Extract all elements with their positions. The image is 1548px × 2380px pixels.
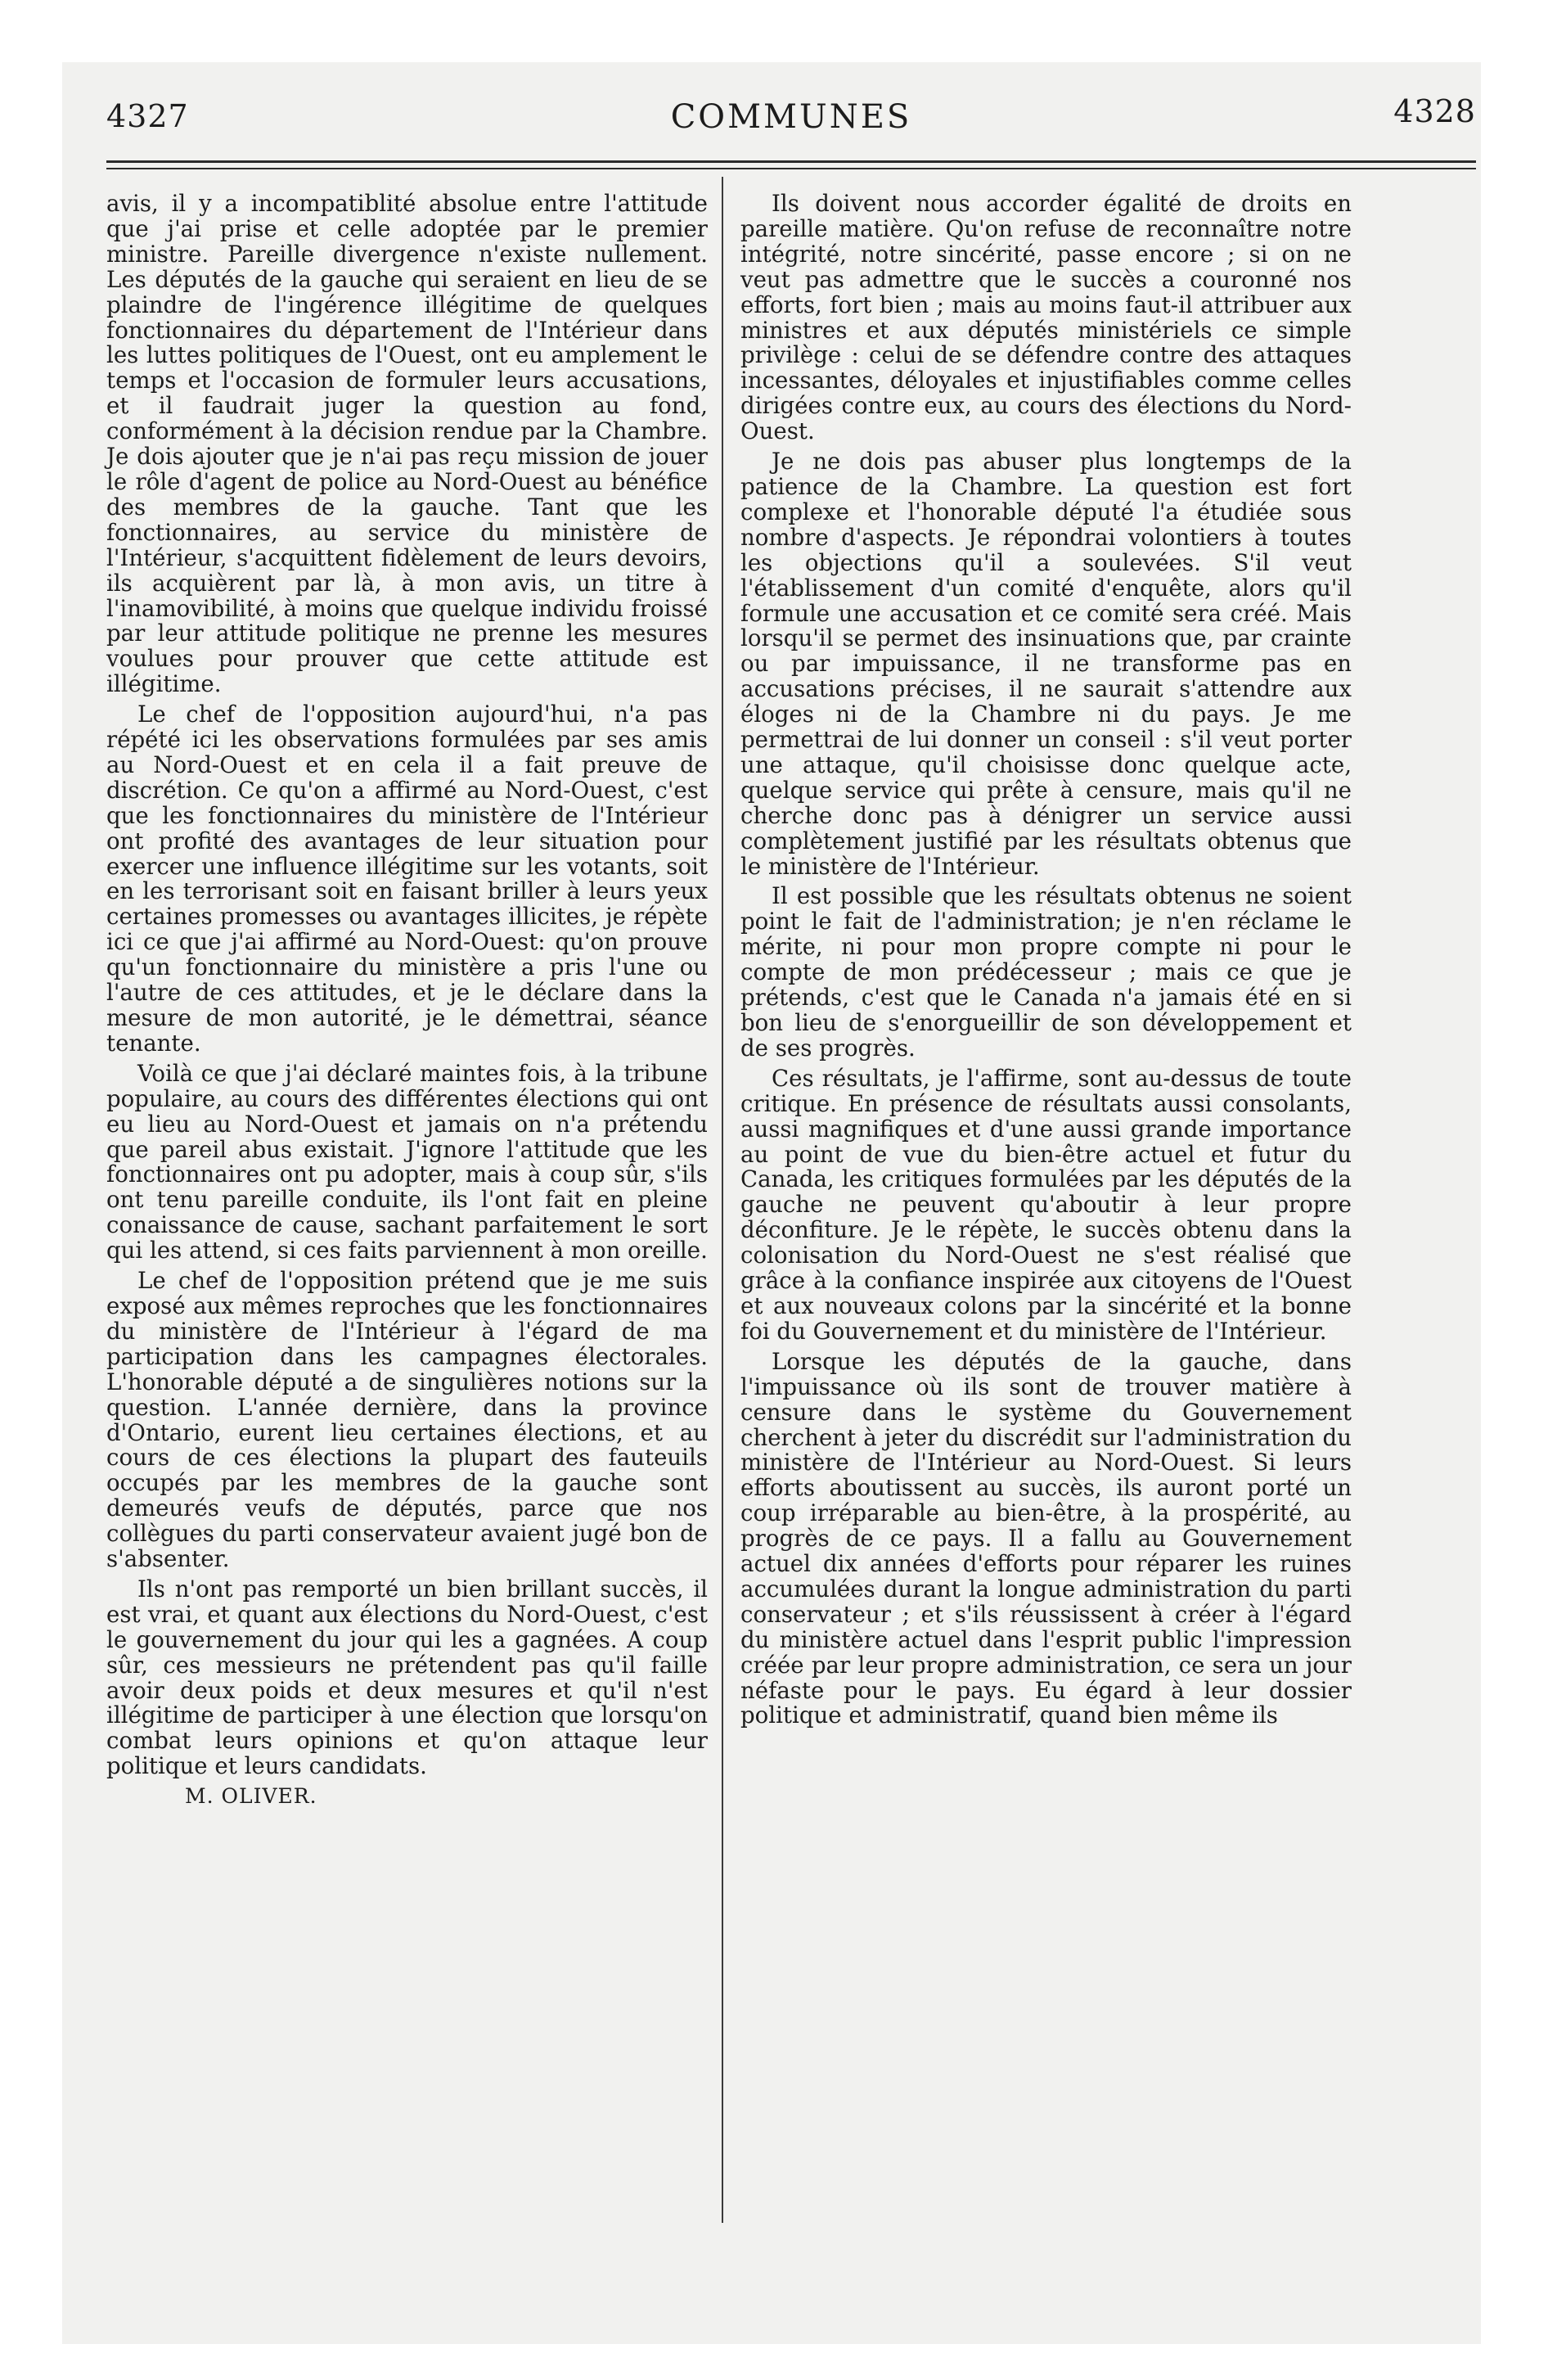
- paragraph: Le chef de l'opposition aujourd'hui, n'a pas répété ici les observations formulées par ses amis au Nord-Ouest et en cela il a fait preuve de discrétion. Ce qu'on a affirmé au Nord-Ouest, c'est que les fonctionnaires du ministère de l'Intérieur ont profité des avantages de leur situation pour exercer une influence illégitime sur les votants, soit en les terrorisant soit en faisant briller à leurs yeux certaines promesses ou avantages illicites, je répète ici ce que j'ai affirmé au Nord-Ouest: qu'on prouve qu'un fonctionnaire du ministère a pris l'une ou l'autre de ces attitudes, et je le déclare dans la mesure de mon autorité, je le démettrai, séance tenante.: [106, 701, 708, 1057]
- paragraph: avis, il y a incompatiblité absolue entre l'attitude que j'ai prise et celle adoptée par le premier ministre. Pareille divergence n'existe nullement. Les députés de la gauche qui seraient en lieu de se plaindre de l'ingérence illégitime de quelques fonctionnaires du département de l'Intérieur dans les luttes politiques de l'Ouest, ont eu amplement le temps et l'occasion de formuler leurs accusations, et il faudrait juger la question au fond, conformément à la décision rendue par la Chambre. Je dois ajouter que je n'ai pas reçu mission de jouer le rôle d'agent de police au Nord-Ouest au bénéfice des membres de la gauche. Tant que les fonctionnaires, au service du ministère de l'Intérieur, s'acquittent fidèlement de leurs devoirs, ils acquièrent par là, à mon avis, un titre à l'inamovibilité, à moins que quelque individu froissé par leur attitude politique ne prenne les mesures voulues pour prouver que cette attitude est illégitime.: [106, 190, 708, 698]
- page-number-left: 4327: [106, 98, 189, 134]
- paragraph: Il est possible que les résultats obtenus ne soient point le fait de l'administration; je n'en réclame le mérite, ni pour mon propre compte ni pour le compte de mon prédécesseur ; mais ce que je prétends, c'est que le Canada n'a jamais été en si bon lieu de s'enorgueillir de son développement et de ses progrès.: [740, 882, 1352, 1062]
- header-rule-bottom: [106, 168, 1476, 169]
- paragraph: Le chef de l'opposition prétend que je me suis exposé aux mêmes reproches que les fonctionnaires du ministère de l'Intérieur à l'égard de ma participation dans les campagnes électorales. L'honorable député a de singulières notions sur la question. L'année dernière, dans la province d'Ontario, eurent lieu certaines élections, et au cours de ces élections la plupart des fauteuils occupés par les membres de la gauche sont demeurés veufs de députés, parce que nos collègues du parti conservateur avaient jugé bon de s'absenter.: [106, 1267, 708, 1573]
- page-title: COMMUNES: [670, 98, 912, 136]
- paragraph: Voilà ce que j'ai déclaré maintes fois, à la tribune populaire, au cours des différentes élections qui ont eu lieu au Nord-Ouest et jamais on n'a prétendu que pareil abus existait. J'ignore l'attitude que les fonctionnaires ont pu adopter, mais à coup sûr, s'ils ont tenu pareille conduite, ils l'ont fait en pleine conaissance de cause, sachant parfaitement le sort qui les attend, si ces faits parviennent à mon oreille.: [106, 1059, 708, 1264]
- right-column: [740, 192, 1352, 1733]
- paragraph: Lorsque les députés de la gauche, dans l'impuissance où ils sont de trouver matière à censure dans le système du Gouvernement cherchent à jeter du discrédit sur l'administration du ministère de l'Intérieur au Nord-Ouest. Si leurs efforts aboutissent au succès, ils auront porté un coup irréparable au bien-être, à la prospérité, au progrès de ce pays. Il a fallu au Gouvernement actuel dix années d'efforts pour réparer les ruines accumulées durant la longue administration du parti conservateur ; et s'ils réussissent à créer à l'égard du ministère actuel dans l'esprit public l'impression créée par leur propre administration, ce sera un jour néfaste pour le pays. Eu égard à leur dossier politique et administratif, quand bien même ils: [740, 1347, 1352, 1729]
- paragraph: Ils doivent nous accorder égalité de droits en pareille matière. Qu'on refuse de reconnaître notre intégrité, notre sincérité, passe encore ; si on ne veut pas admettre que le succès a couronné nos efforts, fort bien ; mais au moins faut-il attribuer aux ministres et aux députés ministériels ce simple privilège : celui de se défendre contre des attaques incessantes, déloyales et injustifiables comme celles dirigées contre eux, au cours des élections du Nord-Ouest.: [740, 190, 1352, 445]
- page-number-right: 4328: [1393, 93, 1476, 129]
- paragraph: Ces résultats, je l'affirme, sont au-dessus de toute critique. En présence de résultats aussi consolants, aussi magnifiques et d'une aussi grande importance au point de vue du bien-être actuel et futur du Canada, les critiques formulées par les députés de la gauche ne peuvent qu'aboutir à leur propre déconfiture. Je le répète, le succès obtenu dans la colonisation du Nord-Ouest ne s'est réalisé que grâce à la confiance inspirée aux citoyens de l'Ouest et aux nouveaux colons par la sincérité et la bonne foi du Gouvernement et du ministère de l'Intérieur.: [740, 1064, 1352, 1345]
- paragraph: Je ne dois pas abuser plus longtemps de la patience de la Chambre. La question est fort complexe et l'honorable député l'a étudiée sous nombre d'aspects. Je répondrai volontiers à toutes les objections qu'il a soulevées. S'il veut l'établissement d'un comité d'enquête, alors qu'il formule une accusation et ce comité sera créé. Mais lorsqu'il se permet des insinuations que, par crainte ou par impuissance, il ne transforme pas en accusations précises, il ne saurait s'attendre aux éloges ni de la Chambre ni du pays. Je me permettrai de lui donner un conseil : s'il veut porter une attaque, qu'il choisisse donc quelque acte, quelque service qui prête à censure, mais qu'il ne cherche donc pas à dénigrer un service aussi complètement justifié par les résultats obtenus que le ministère de l'Intérieur.: [740, 448, 1352, 880]
- header-rule: [106, 160, 1476, 174]
- speaker-signature: M. OLIVER.: [185, 1784, 317, 1809]
- left-column: [106, 192, 708, 1810]
- column-separator: [722, 177, 723, 2223]
- paragraph: Ils n'ont pas remporté un bien brillant succès, il est vrai, et quant aux élections du Nord-Ouest, c'est le gouvernement du jour qui les a gagnées. A coup sûr, ces messieurs ne prétendent pas qu'il faille avoir deux poids et deux mesures et qu'il n'est illégitime de participer à une élection que lorsqu'on combat leurs opinions et qu'on attaque leur politique et leurs candidats.: [106, 1575, 708, 1780]
- header-rule-top: [106, 160, 1476, 163]
- page-header: [106, 93, 1476, 147]
